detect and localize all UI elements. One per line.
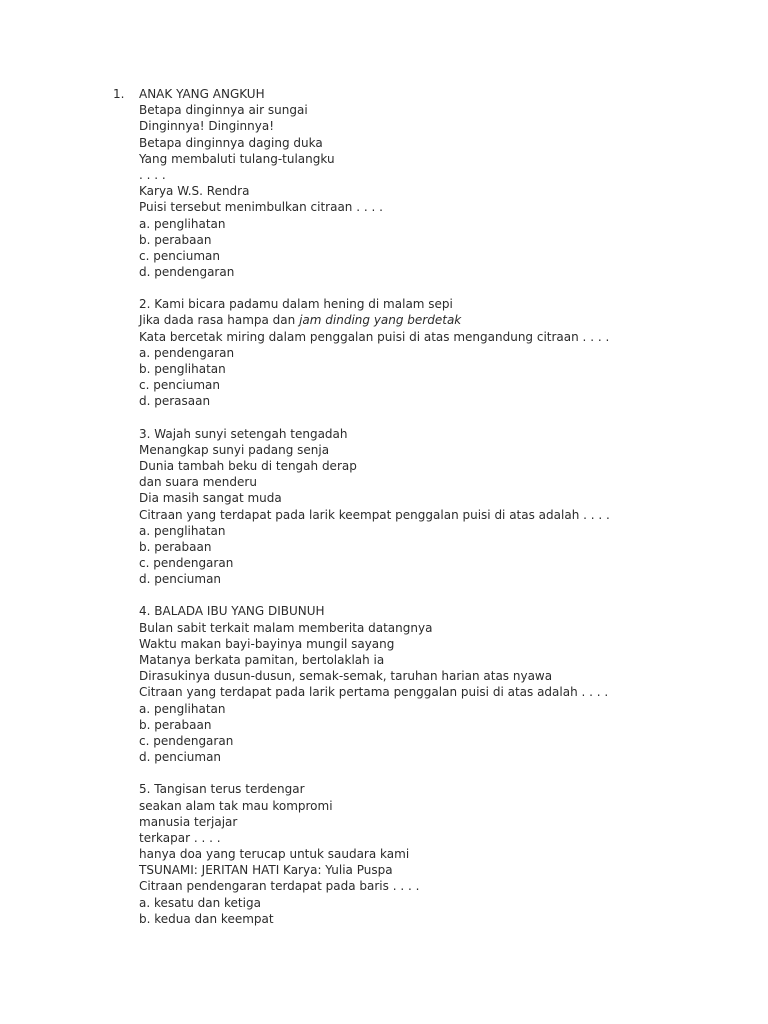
poem-line: Dunia tambah beku di tengah derap — [139, 458, 357, 473]
poem-line-italic: jam dinding yang berdetak — [299, 313, 462, 328]
question-title: 3. Wajah sunyi setengah tengadah — [139, 426, 348, 441]
question-title: 2. Kami bicara padamu dalam hening di malam sepi — [139, 297, 453, 312]
poem-line: Matanya berkata pamitan, bertolaklah ia — [139, 653, 385, 667]
answer-option-a: a. penglihatan — [139, 216, 226, 231]
question-title: 5. Tangisan terus terdengar — [139, 782, 305, 797]
question-2 — [0, 296, 768, 409]
answer-option-c: c. penciuman — [139, 248, 221, 263]
question-prompt: Citraan pendengaran terdapat pada baris . . . . — [139, 879, 420, 894]
answer-option-c: c. penciuman — [139, 378, 221, 393]
poem-author: Karya W.S. Rendra — [139, 184, 250, 199]
poem-author: TSUNAMI: JERITAN HATI Karya: Yulia Puspa — [139, 863, 393, 878]
poem-line: Betapa dinginnya air sungai — [139, 103, 308, 118]
question-title-text: ANAK YANG ANGKUH — [139, 87, 265, 101]
question-1 — [0, 86, 768, 280]
poem-line — [0, 312, 768, 328]
answer-option-d: d. penciuman — [139, 572, 222, 587]
answer-option-a: a. pendengaran — [139, 345, 235, 360]
poem-line: dan suara menderu — [139, 475, 257, 490]
answer-option-b: b. perabaan — [139, 717, 212, 732]
question-prompt: Kata bercetak miring dalam penggalan puisi di atas mengandung citraan . . . . — [139, 329, 610, 344]
poem-line: Betapa dinginnya daging duka — [139, 135, 323, 150]
answer-option-d: d. penciuman — [139, 750, 222, 765]
poem-line: manusia terjajar — [139, 814, 238, 829]
ellipsis-line: . . . . — [139, 167, 166, 182]
poem-line: Dinginnya! Dinginnya! — [139, 119, 275, 134]
answer-option-a: a. penglihatan — [139, 701, 226, 716]
answer-option-a: a. kesatu dan ketiga — [139, 895, 261, 910]
document-page — [0, 86, 768, 927]
question-number: 1. — [113, 87, 125, 101]
poem-line: Waktu makan bayi-bayinya mungil sayang — [139, 636, 395, 651]
question-title: 4. BALADA IBU YANG DIBUNUH — [139, 604, 325, 619]
question-prompt: Citraan yang terdapat pada larik pertama penggalan puisi di atas adalah . . . . — [139, 685, 609, 700]
answer-option-c: c. pendengaran — [139, 556, 234, 571]
answer-option-b: b. kedua dan keempat — [139, 911, 274, 926]
poem-line: Dia masih sangat muda — [139, 491, 282, 506]
answer-option-d: d. perasaan — [139, 394, 211, 409]
question-4 — [0, 603, 768, 765]
poem-line: hanya doa yang terucap untuk saudara kami — [139, 847, 410, 862]
answer-option-c: c. pendengaran — [139, 733, 234, 748]
poem-line: Dirasukinya dusun-dusun, semak-semak, taruhan harian atas nyawa — [139, 669, 553, 684]
question-prompt: Citraan yang terdapat pada larik keempat penggalan puisi di atas adalah . . . . — [139, 507, 610, 522]
poem-line: terkapar . . . . — [139, 830, 221, 845]
question-title — [0, 86, 768, 102]
poem-line: Yang membaluti tulang-tulangku — [139, 151, 335, 166]
question-prompt: Puisi tersebut menimbulkan citraan . . . . — [139, 200, 383, 215]
poem-line: Bulan sabit terkait malam memberita datangnya — [139, 620, 433, 635]
answer-option-b: b. perabaan — [139, 232, 212, 247]
question-5 — [0, 781, 768, 927]
answer-option-b: b. perabaan — [139, 539, 212, 554]
question-3 — [0, 426, 768, 588]
answer-option-a: a. penglihatan — [139, 523, 226, 538]
answer-option-d: d. pendengaran — [139, 265, 235, 280]
answer-option-b: b. penglihatan — [139, 362, 226, 376]
poem-line: seakan alam tak mau kompromi — [139, 798, 333, 813]
poem-line: Menangkap sunyi padang senja — [139, 442, 330, 457]
poem-line-plain: Jika dada rasa hampa dan — [139, 313, 300, 328]
